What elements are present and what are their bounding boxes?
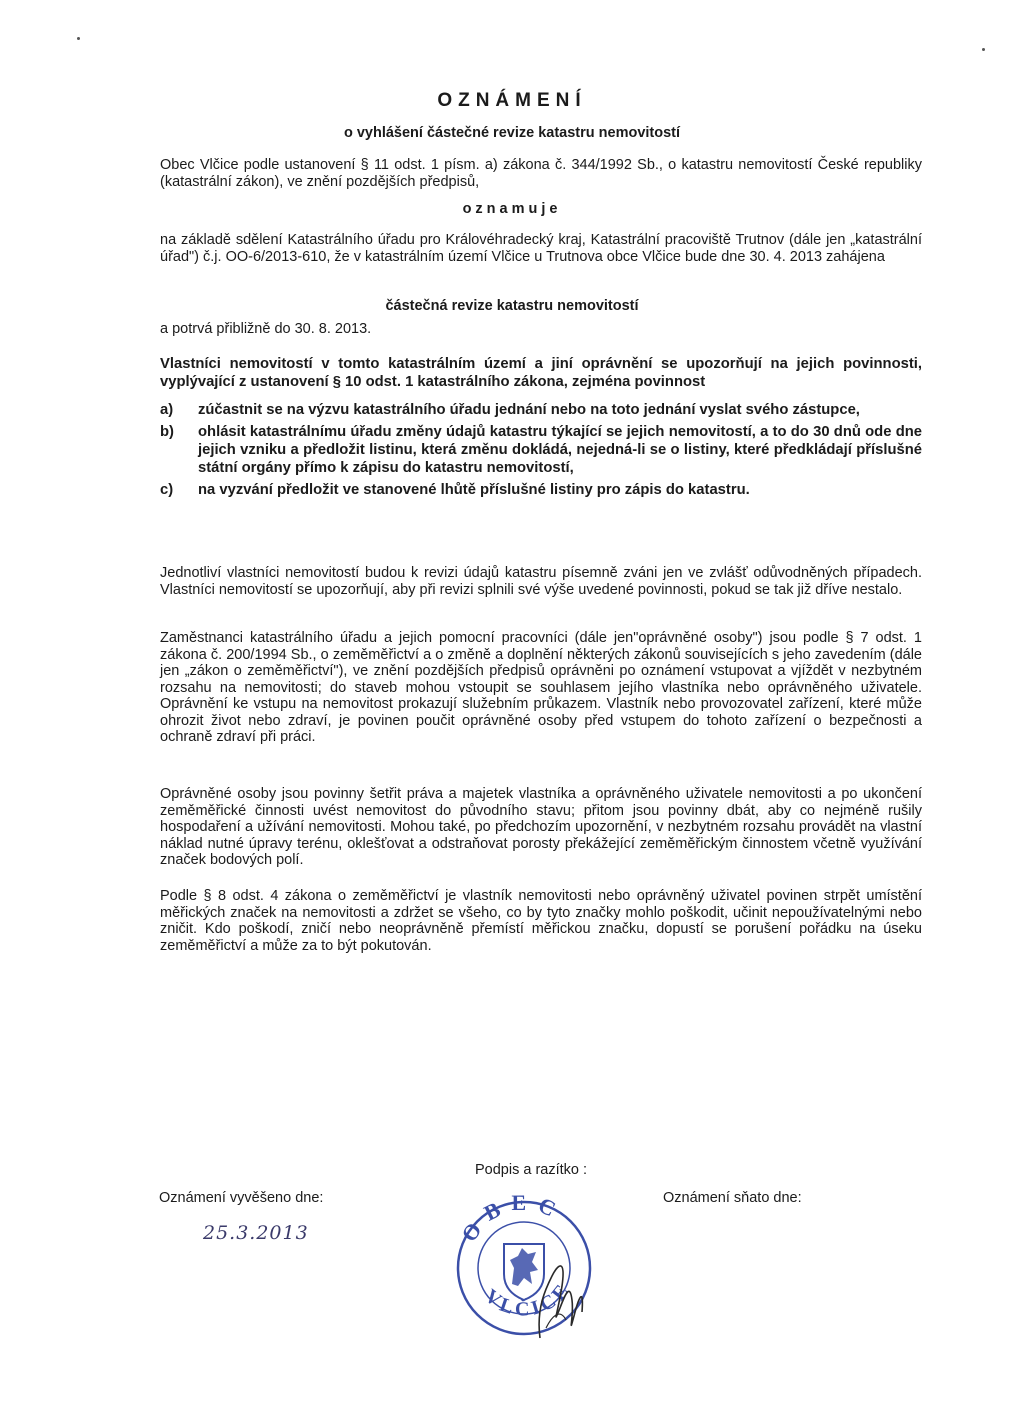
owners-notice: Vlastníci nemovitostí v tomto katastrálním území a jiní oprávnění se upozorňují na jejich povinnosti, vyplývající z ustanovení § 10 odst. 1 katastrálního zákona, zejména povinnost [160, 356, 922, 390]
list-item-text: ohlásit katastrálnímu úřadu změny údajů katastru týkající se jejich nemovitostí, a to do 30 dnů ode dne jejich vzniku a předložit listinu, která změnu dokládá, nejedná-li se o listiny, které předkládají příslušné státní orgány přímo k zápisu do katastru nemovitostí, [198, 424, 922, 476]
basis-paragraph: na základě sdělení Katastrálního úřadu pro Královéhradecký kraj, Katastrální pracoviště Trutnov (dále jen „katastrální úřad") č.j. OO-6/2013-610, že v katastrálním území Vlčice u Trutnova obce Vlčice bude dne 30. 4. 2013 zahájena [160, 232, 922, 265]
stamp-top-text: OBEC [456, 1189, 569, 1247]
notice-subtitle: o vyhlášení částečné revize katastru nemovitostí [343, 125, 681, 141]
municipal-stamp [448, 1188, 598, 1348]
list-item-text: zúčastnit se na výzvu katastrálního úřadu jednání nebo na toto jednání vyslat svého zástupce, [198, 402, 860, 418]
duties-list [160, 401, 922, 503]
list-item-label: a) [160, 402, 174, 418]
intro-paragraph: Obec Vlčice podle ustanovení § 11 odst. 1 písm. a) zákona č. 344/1992 Sb., o katastru nemovitostí České republiky (katastrální zákon), ve znění pozdějších předpisů, [160, 157, 922, 190]
list-item [160, 401, 922, 419]
signature-label: Podpis a razítko : [475, 1162, 588, 1178]
paragraph-authorized-persons: Zaměstnanci katastrálního úřadu a jejich pomocní pracovníci (dále jen"oprávněné osoby") jsou podle § 7 odst. 1 zákona č. 200/1994 Sb., o zeměměřictví a o změně a doplnění některých zákonů souvisejících s jeho zavedením (dále jen „zákon o zeměměřictví"), ve znění pozdějších předpisů oprávněni po oznámení vstupovat a vjíždět v nezbytném rozsahu na nemovitosti; do staveb mohou vstoupit se souhlasem jejího vlastníka nebo oprávněného uživatele. Oprávnění ke vstupu na nemovitost prokazují služebním průkazem. Vlastník nebo provozovatel zařízení, které může ohrozit život nebo zdraví, je povinen poučit oprávněné osoby před vstupem do tohoto zařízení o bezpečnosti a ochraně zdraví při práci. [160, 630, 922, 745]
list-item-text: na vyzvání předložit ve stanovené lhůtě příslušné listiny pro zápis do katastru. [198, 482, 750, 498]
posted-date-label: Oznámení vyvěšeno dne: [159, 1190, 324, 1206]
announces-heading: oznamuje [462, 201, 562, 217]
notice-title: OZNÁMENÍ [437, 90, 587, 111]
paragraph-invitations: Jednotliví vlastníci nemovitostí budou k revizi údajů katastru písemně zváni jen ve zvlášť odůvodněných případech. Vlastníci nemovitostí se upozorňují, aby při revizi splnili své výše uvedené povinnosti, pokud se tak již dříve nestalo. [160, 565, 922, 598]
list-item [160, 481, 922, 499]
list-item-label: c) [160, 482, 174, 498]
posted-date-handwritten: 25.3.2013 [203, 1222, 309, 1244]
stamp-bottom-text: VLČICE [480, 1277, 576, 1321]
scan-speck [77, 37, 80, 40]
revision-subject: částečná revize katastru nemovitostí [385, 298, 639, 314]
paragraph-survey-marks: Podle § 8 odst. 4 zákona o zeměměřictví je vlastník nemovitosti nebo oprávněný uživatel povinen strpět umístění měřických značek na nemovitosti a zdržet se všeho, co by tyto značky mohlo poškodit, učinit nepoužívatelnými nebo zničit. Kdo poškodí, zničí nebo neoprávněně přemístí měřickou značku, dopustí se porušení pořádku na úseku zeměměřictví a může za to být pokutován. [160, 888, 922, 954]
lion-icon [510, 1248, 538, 1286]
duration-line: a potrvá přibližně do 30. 8. 2013. [160, 321, 372, 337]
scan-speck [982, 48, 985, 51]
list-item-label: b) [160, 424, 174, 440]
list-item [160, 423, 922, 477]
paragraph-obligations: Oprávněné osoby jsou povinny šetřit práva a majetek vlastníka a oprávněného uživatele nemovitosti a po ukončení zeměměřické činnosti uvést nemovitost do původního stavu; přitom jsou povinny dbát, aby co nejméně rušily hospodaření a užívání nemovitosti. Mohou také, po předchozím upozornění, v nezbytném rozsahu provádět na vlastní náklad nutné úpravy terénu, oklešťovat a odstraňovat porosty překážející zeměměřickým činnostem včetně využívání značek bodových polí. [160, 786, 922, 868]
removed-date-label: Oznámení sňato dne: [663, 1190, 802, 1206]
